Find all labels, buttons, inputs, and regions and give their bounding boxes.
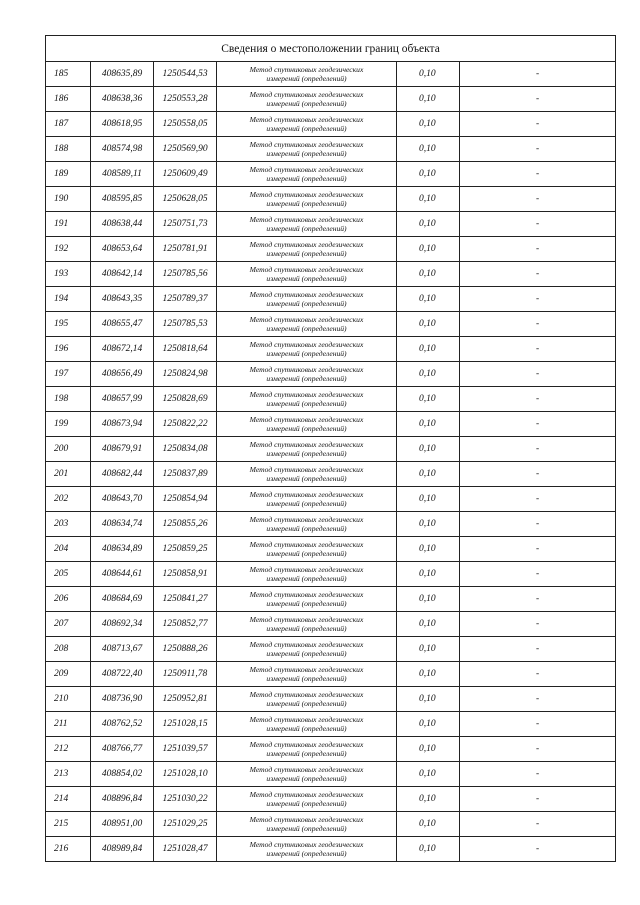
method-line-2: измерений (определений) bbox=[266, 624, 347, 633]
table-row bbox=[46, 237, 616, 262]
table-row bbox=[46, 512, 616, 537]
coordinate-y: 1250841,27 bbox=[154, 587, 217, 612]
table-row bbox=[46, 787, 616, 812]
boundary-coordinates-table bbox=[45, 35, 616, 862]
method-line-2: измерений (определений) bbox=[266, 174, 347, 183]
coordinate-x: 408854,02 bbox=[91, 762, 154, 787]
description-value: - bbox=[460, 212, 616, 237]
method-line-2: измерений (определений) bbox=[266, 199, 347, 208]
method-line-1: Метод спутниковых геодезических bbox=[249, 764, 364, 774]
coordinate-x: 408634,74 bbox=[91, 512, 154, 537]
table-row bbox=[46, 187, 616, 212]
point-number: 192 bbox=[46, 237, 91, 262]
accuracy-value: 0,10 bbox=[397, 562, 460, 587]
table-row bbox=[46, 162, 616, 187]
description-value: - bbox=[460, 362, 616, 387]
point-number: 208 bbox=[46, 637, 91, 662]
method-line-1: Метод спутниковых геодезических bbox=[249, 689, 364, 699]
table-row bbox=[46, 287, 616, 312]
coordinate-x: 408722,40 bbox=[91, 662, 154, 687]
accuracy-value: 0,10 bbox=[397, 587, 460, 612]
point-number: 193 bbox=[46, 262, 91, 287]
point-number: 210 bbox=[46, 687, 91, 712]
method-line-2: измерений (определений) bbox=[266, 549, 347, 558]
method-cell bbox=[217, 337, 397, 362]
point-number: 215 bbox=[46, 812, 91, 837]
method-line-1: Метод спутниковых геодезических bbox=[249, 739, 364, 749]
method-cell bbox=[217, 512, 397, 537]
coordinate-x: 408673,94 bbox=[91, 412, 154, 437]
coordinate-y: 1250609,49 bbox=[154, 162, 217, 187]
coordinate-y: 1250888,26 bbox=[154, 637, 217, 662]
method-line-1: Метод спутниковых геодезических bbox=[249, 264, 364, 274]
table-row bbox=[46, 87, 616, 112]
description-value: - bbox=[460, 587, 616, 612]
method-line-2: измерений (определений) bbox=[266, 799, 347, 808]
method-line-1: Метод спутниковых геодезических bbox=[249, 789, 364, 799]
method-line-1: Метод спутниковых геодезических bbox=[249, 189, 364, 199]
method-line-2: измерений (определений) bbox=[266, 374, 347, 383]
coordinate-x: 408736,90 bbox=[91, 687, 154, 712]
method-line-1: Метод спутниковых геодезических bbox=[249, 239, 364, 249]
method-cell bbox=[217, 612, 397, 637]
coordinate-x: 408672,14 bbox=[91, 337, 154, 362]
coordinate-y: 1250628,05 bbox=[154, 187, 217, 212]
coordinate-x: 408657,99 bbox=[91, 387, 154, 412]
point-number: 190 bbox=[46, 187, 91, 212]
coordinate-x: 408643,70 bbox=[91, 487, 154, 512]
table-row bbox=[46, 212, 616, 237]
table-row bbox=[46, 537, 616, 562]
coordinate-x: 408951,00 bbox=[91, 812, 154, 837]
method-line-1: Метод спутниковых геодезических bbox=[249, 139, 364, 149]
method-line-2: измерений (определений) bbox=[266, 249, 347, 258]
coordinate-y: 1250822,22 bbox=[154, 412, 217, 437]
description-value: - bbox=[460, 162, 616, 187]
accuracy-value: 0,10 bbox=[397, 487, 460, 512]
coordinate-y: 1250858,91 bbox=[154, 562, 217, 587]
point-number: 216 bbox=[46, 837, 91, 862]
point-number: 187 bbox=[46, 112, 91, 137]
coordinate-x: 408989,84 bbox=[91, 837, 154, 862]
table-row bbox=[46, 62, 616, 87]
table-row bbox=[46, 737, 616, 762]
accuracy-value: 0,10 bbox=[397, 712, 460, 737]
coordinate-y: 1250785,53 bbox=[154, 312, 217, 337]
method-cell bbox=[217, 712, 397, 737]
accuracy-value: 0,10 bbox=[397, 637, 460, 662]
method-line-2: измерений (определений) bbox=[266, 274, 347, 283]
coordinate-y: 1250569,90 bbox=[154, 137, 217, 162]
coordinate-x: 408682,44 bbox=[91, 462, 154, 487]
table-row bbox=[46, 662, 616, 687]
method-cell bbox=[217, 487, 397, 512]
description-value: - bbox=[460, 62, 616, 87]
coordinate-x: 408766,77 bbox=[91, 737, 154, 762]
method-line-1: Метод спутниковых геодезических bbox=[249, 339, 364, 349]
description-value: - bbox=[460, 637, 616, 662]
table-row bbox=[46, 562, 616, 587]
accuracy-value: 0,10 bbox=[397, 687, 460, 712]
coordinate-x: 408653,64 bbox=[91, 237, 154, 262]
coordinate-x: 408643,35 bbox=[91, 287, 154, 312]
coordinate-x: 408634,89 bbox=[91, 537, 154, 562]
method-line-1: Метод спутниковых геодезических bbox=[249, 114, 364, 124]
accuracy-value: 0,10 bbox=[397, 137, 460, 162]
coordinate-x: 408655,47 bbox=[91, 312, 154, 337]
method-line-1: Метод спутниковых геодезических bbox=[249, 539, 364, 549]
method-line-1: Метод спутниковых геодезических bbox=[249, 289, 364, 299]
coordinate-x: 408638,36 bbox=[91, 87, 154, 112]
point-number: 201 bbox=[46, 462, 91, 487]
method-line-2: измерений (определений) bbox=[266, 474, 347, 483]
method-cell bbox=[217, 812, 397, 837]
point-number: 202 bbox=[46, 487, 91, 512]
method-cell bbox=[217, 787, 397, 812]
coordinate-x: 408642,14 bbox=[91, 262, 154, 287]
point-number: 198 bbox=[46, 387, 91, 412]
description-value: - bbox=[460, 412, 616, 437]
coordinate-y: 1251028,47 bbox=[154, 837, 217, 862]
method-line-2: измерений (определений) bbox=[266, 674, 347, 683]
point-number: 200 bbox=[46, 437, 91, 462]
method-line-1: Метод спутниковых геодезических bbox=[249, 639, 364, 649]
description-value: - bbox=[460, 387, 616, 412]
coordinate-y: 1250854,94 bbox=[154, 487, 217, 512]
method-line-1: Метод спутниковых геодезических bbox=[249, 664, 364, 674]
coordinate-y: 1250824,98 bbox=[154, 362, 217, 387]
coordinate-x: 408679,91 bbox=[91, 437, 154, 462]
coordinate-x: 408574,98 bbox=[91, 137, 154, 162]
accuracy-value: 0,10 bbox=[397, 762, 460, 787]
coordinate-y: 1250751,73 bbox=[154, 212, 217, 237]
description-value: - bbox=[460, 312, 616, 337]
method-line-2: измерений (определений) bbox=[266, 699, 347, 708]
method-line-2: измерений (определений) bbox=[266, 449, 347, 458]
accuracy-value: 0,10 bbox=[397, 812, 460, 837]
method-line-2: измерений (определений) bbox=[266, 724, 347, 733]
method-cell bbox=[217, 762, 397, 787]
table-row bbox=[46, 137, 616, 162]
coordinate-y: 1250828,69 bbox=[154, 387, 217, 412]
coordinate-y: 1250911,78 bbox=[154, 662, 217, 687]
description-value: - bbox=[460, 237, 616, 262]
method-line-2: измерений (определений) bbox=[266, 399, 347, 408]
table-row bbox=[46, 687, 616, 712]
point-number: 186 bbox=[46, 87, 91, 112]
point-number: 206 bbox=[46, 587, 91, 612]
point-number: 204 bbox=[46, 537, 91, 562]
description-value: - bbox=[460, 262, 616, 287]
coordinate-x: 408595,85 bbox=[91, 187, 154, 212]
accuracy-value: 0,10 bbox=[397, 437, 460, 462]
coordinate-x: 408618,95 bbox=[91, 112, 154, 137]
method-cell bbox=[217, 637, 397, 662]
accuracy-value: 0,10 bbox=[397, 787, 460, 812]
method-line-2: измерений (определений) bbox=[266, 849, 347, 858]
table-row bbox=[46, 412, 616, 437]
method-line-2: измерений (определений) bbox=[266, 74, 347, 83]
accuracy-value: 0,10 bbox=[397, 412, 460, 437]
description-value: - bbox=[460, 137, 616, 162]
description-value: - bbox=[460, 687, 616, 712]
table-title: Сведения о местоположении границ объекта bbox=[46, 36, 616, 62]
description-value: - bbox=[460, 762, 616, 787]
description-value: - bbox=[460, 187, 616, 212]
method-line-2: измерений (определений) bbox=[266, 574, 347, 583]
coordinate-y: 1250952,81 bbox=[154, 687, 217, 712]
description-value: - bbox=[460, 787, 616, 812]
description-value: - bbox=[460, 712, 616, 737]
accuracy-value: 0,10 bbox=[397, 212, 460, 237]
point-number: 199 bbox=[46, 412, 91, 437]
point-number: 207 bbox=[46, 612, 91, 637]
coordinate-y: 1251029,25 bbox=[154, 812, 217, 837]
coordinate-y: 1250785,56 bbox=[154, 262, 217, 287]
accuracy-value: 0,10 bbox=[397, 287, 460, 312]
table-row bbox=[46, 362, 616, 387]
table-row bbox=[46, 112, 616, 137]
description-value: - bbox=[460, 562, 616, 587]
method-line-1: Метод спутниковых геодезических bbox=[249, 514, 364, 524]
coordinate-x: 408762,52 bbox=[91, 712, 154, 737]
table-row bbox=[46, 387, 616, 412]
coordinate-y: 1250553,28 bbox=[154, 87, 217, 112]
method-cell bbox=[217, 287, 397, 312]
point-number: 209 bbox=[46, 662, 91, 687]
method-line-1: Метод спутниковых геодезических bbox=[249, 439, 364, 449]
method-line-1: Метод спутниковых геодезических bbox=[249, 614, 364, 624]
point-number: 205 bbox=[46, 562, 91, 587]
method-line-1: Метод спутниковых геодезических bbox=[249, 839, 364, 849]
method-line-2: измерений (определений) bbox=[266, 224, 347, 233]
coordinate-x: 408589,11 bbox=[91, 162, 154, 187]
method-line-2: измерений (определений) bbox=[266, 299, 347, 308]
method-line-2: измерений (определений) bbox=[266, 599, 347, 608]
point-number: 213 bbox=[46, 762, 91, 787]
accuracy-value: 0,10 bbox=[397, 162, 460, 187]
method-line-1: Метод спутниковых геодезических bbox=[249, 389, 364, 399]
method-line-2: измерений (определений) bbox=[266, 649, 347, 658]
table-row bbox=[46, 837, 616, 862]
method-cell bbox=[217, 587, 397, 612]
method-cell bbox=[217, 537, 397, 562]
point-number: 197 bbox=[46, 362, 91, 387]
method-line-1: Метод спутниковых геодезических bbox=[249, 814, 364, 824]
table-row bbox=[46, 637, 616, 662]
accuracy-value: 0,10 bbox=[397, 537, 460, 562]
accuracy-value: 0,10 bbox=[397, 612, 460, 637]
description-value: - bbox=[460, 512, 616, 537]
accuracy-value: 0,10 bbox=[397, 512, 460, 537]
table-row bbox=[46, 437, 616, 462]
point-number: 185 bbox=[46, 62, 91, 87]
accuracy-value: 0,10 bbox=[397, 187, 460, 212]
method-line-2: измерений (определений) bbox=[266, 99, 347, 108]
method-cell bbox=[217, 112, 397, 137]
accuracy-value: 0,10 bbox=[397, 262, 460, 287]
table-body bbox=[46, 36, 616, 862]
method-line-2: измерений (определений) bbox=[266, 324, 347, 333]
accuracy-value: 0,10 bbox=[397, 362, 460, 387]
method-line-2: измерений (определений) bbox=[266, 424, 347, 433]
method-cell bbox=[217, 62, 397, 87]
coordinate-y: 1251028,15 bbox=[154, 712, 217, 737]
accuracy-value: 0,10 bbox=[397, 237, 460, 262]
coordinate-y: 1250852,77 bbox=[154, 612, 217, 637]
coordinate-y: 1250837,89 bbox=[154, 462, 217, 487]
description-value: - bbox=[460, 612, 616, 637]
description-value: - bbox=[460, 437, 616, 462]
coordinate-x: 408713,67 bbox=[91, 637, 154, 662]
method-cell bbox=[217, 662, 397, 687]
description-value: - bbox=[460, 462, 616, 487]
table-row bbox=[46, 312, 616, 337]
method-line-1: Метод спутниковых геодезических bbox=[249, 164, 364, 174]
description-value: - bbox=[460, 837, 616, 862]
accuracy-value: 0,10 bbox=[397, 387, 460, 412]
method-line-1: Метод спутниковых геодезических bbox=[249, 64, 364, 74]
table-row bbox=[46, 712, 616, 737]
table-row bbox=[46, 487, 616, 512]
table-title-row bbox=[46, 36, 616, 62]
method-line-2: измерений (определений) bbox=[266, 524, 347, 533]
method-line-1: Метод спутниковых геодезических bbox=[249, 589, 364, 599]
coordinate-y: 1250855,26 bbox=[154, 512, 217, 537]
accuracy-value: 0,10 bbox=[397, 62, 460, 87]
method-cell bbox=[217, 162, 397, 187]
method-line-2: измерений (определений) bbox=[266, 824, 347, 833]
method-line-1: Метод спутниковых геодезических bbox=[249, 364, 364, 374]
coordinate-y: 1251039,57 bbox=[154, 737, 217, 762]
description-value: - bbox=[460, 737, 616, 762]
coordinate-x: 408656,49 bbox=[91, 362, 154, 387]
accuracy-value: 0,10 bbox=[397, 112, 460, 137]
accuracy-value: 0,10 bbox=[397, 312, 460, 337]
description-value: - bbox=[460, 337, 616, 362]
method-line-1: Метод спутниковых геодезических bbox=[249, 714, 364, 724]
point-number: 188 bbox=[46, 137, 91, 162]
table-row bbox=[46, 612, 616, 637]
table-row bbox=[46, 762, 616, 787]
method-cell bbox=[217, 462, 397, 487]
coordinate-x: 408644,61 bbox=[91, 562, 154, 587]
coordinate-x: 408684,69 bbox=[91, 587, 154, 612]
method-cell bbox=[217, 237, 397, 262]
method-cell bbox=[217, 87, 397, 112]
description-value: - bbox=[460, 537, 616, 562]
coordinate-x: 408635,89 bbox=[91, 62, 154, 87]
method-line-1: Метод спутниковых геодезических bbox=[249, 564, 364, 574]
method-cell bbox=[217, 212, 397, 237]
accuracy-value: 0,10 bbox=[397, 462, 460, 487]
method-cell bbox=[217, 562, 397, 587]
coordinate-y: 1250544,53 bbox=[154, 62, 217, 87]
description-value: - bbox=[460, 112, 616, 137]
point-number: 194 bbox=[46, 287, 91, 312]
method-line-2: измерений (определений) bbox=[266, 349, 347, 358]
point-number: 191 bbox=[46, 212, 91, 237]
point-number: 196 bbox=[46, 337, 91, 362]
point-number: 189 bbox=[46, 162, 91, 187]
point-number: 214 bbox=[46, 787, 91, 812]
description-value: - bbox=[460, 812, 616, 837]
point-number: 211 bbox=[46, 712, 91, 737]
table-row bbox=[46, 462, 616, 487]
method-line-1: Метод спутниковых геодезических bbox=[249, 489, 364, 499]
table-row bbox=[46, 587, 616, 612]
method-line-1: Метод спутниковых геодезических bbox=[249, 214, 364, 224]
description-value: - bbox=[460, 87, 616, 112]
coordinate-x: 408896,84 bbox=[91, 787, 154, 812]
accuracy-value: 0,10 bbox=[397, 87, 460, 112]
method-cell bbox=[217, 262, 397, 287]
accuracy-value: 0,10 bbox=[397, 337, 460, 362]
method-line-1: Метод спутниковых геодезических bbox=[249, 414, 364, 424]
method-line-2: измерений (определений) bbox=[266, 499, 347, 508]
coordinate-y: 1250558,05 bbox=[154, 112, 217, 137]
method-line-1: Метод спутниковых геодезических bbox=[249, 464, 364, 474]
method-cell bbox=[217, 187, 397, 212]
table-row bbox=[46, 337, 616, 362]
table-row bbox=[46, 262, 616, 287]
coordinate-y: 1250818,64 bbox=[154, 337, 217, 362]
method-line-1: Метод спутниковых геодезических bbox=[249, 89, 364, 99]
method-line-1: Метод спутниковых геодезических bbox=[249, 314, 364, 324]
coordinate-y: 1250789,37 bbox=[154, 287, 217, 312]
method-line-2: измерений (определений) bbox=[266, 749, 347, 758]
method-cell bbox=[217, 312, 397, 337]
coordinate-x: 408692,34 bbox=[91, 612, 154, 637]
coordinate-y: 1250834,08 bbox=[154, 437, 217, 462]
coordinate-x: 408638,44 bbox=[91, 212, 154, 237]
description-value: - bbox=[460, 287, 616, 312]
coordinate-y: 1250781,91 bbox=[154, 237, 217, 262]
method-line-2: измерений (определений) bbox=[266, 124, 347, 133]
method-line-2: измерений (определений) bbox=[266, 774, 347, 783]
method-cell bbox=[217, 687, 397, 712]
point-number: 212 bbox=[46, 737, 91, 762]
method-cell bbox=[217, 137, 397, 162]
description-value: - bbox=[460, 662, 616, 687]
method-cell bbox=[217, 737, 397, 762]
method-cell bbox=[217, 362, 397, 387]
accuracy-value: 0,10 bbox=[397, 662, 460, 687]
coordinate-y: 1251028,10 bbox=[154, 762, 217, 787]
method-cell bbox=[217, 387, 397, 412]
method-cell bbox=[217, 412, 397, 437]
point-number: 203 bbox=[46, 512, 91, 537]
method-line-2: измерений (определений) bbox=[266, 149, 347, 158]
accuracy-value: 0,10 bbox=[397, 837, 460, 862]
table-row bbox=[46, 812, 616, 837]
method-cell bbox=[217, 837, 397, 862]
description-value: - bbox=[460, 487, 616, 512]
coordinate-y: 1250859,25 bbox=[154, 537, 217, 562]
point-number: 195 bbox=[46, 312, 91, 337]
method-cell bbox=[217, 437, 397, 462]
coordinate-y: 1251030,22 bbox=[154, 787, 217, 812]
accuracy-value: 0,10 bbox=[397, 737, 460, 762]
